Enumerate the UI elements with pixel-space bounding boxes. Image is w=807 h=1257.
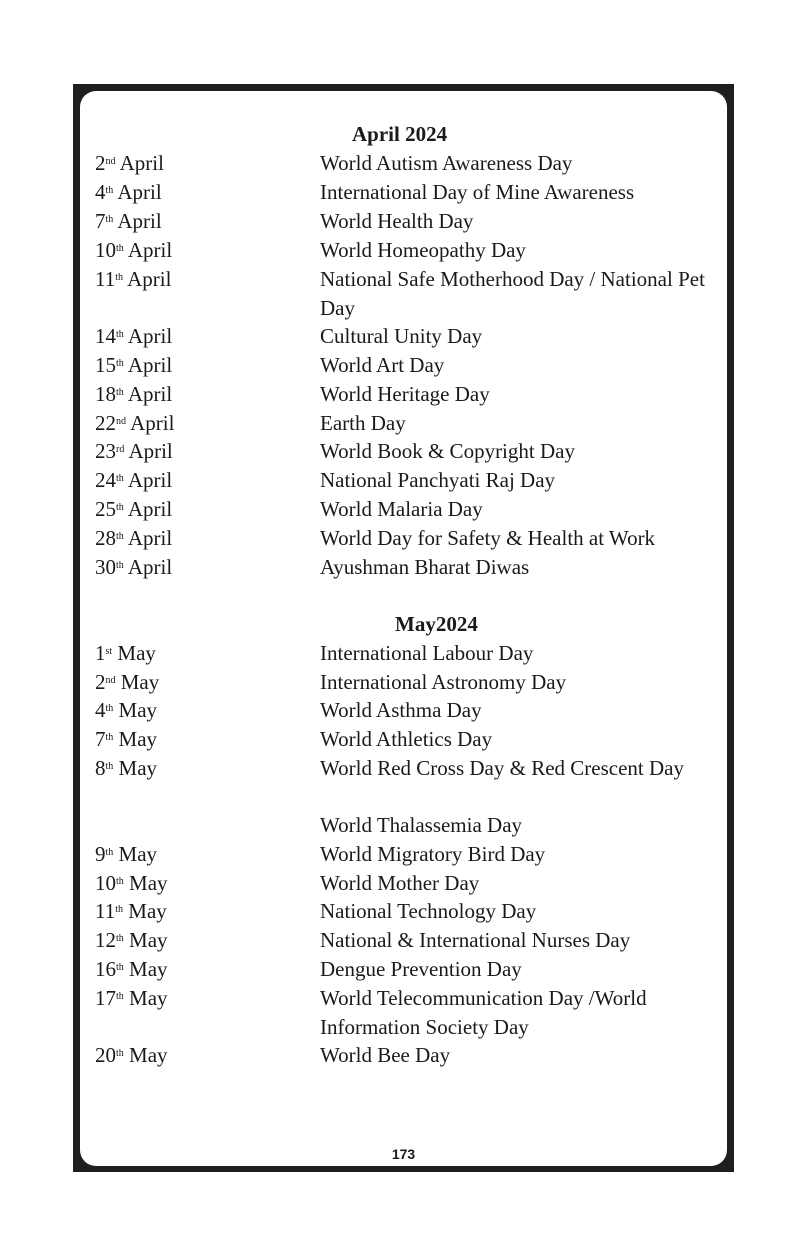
list-item — [95, 869, 715, 898]
list-item — [95, 754, 715, 812]
event-name: Cultural Unity Day — [320, 324, 483, 348]
list-item — [95, 466, 715, 495]
event-name: International Astronomy Day — [320, 670, 567, 694]
event-date: 12th May — [95, 928, 168, 952]
event-name: World Art Day — [320, 353, 445, 377]
page-number: 173 — [391, 1146, 416, 1162]
list-item — [95, 178, 715, 207]
event-name: World Autism Awareness Day — [320, 151, 573, 175]
list-item — [95, 811, 715, 840]
event-date: 1st May — [95, 641, 156, 665]
section-heading-april: April 2024 — [352, 122, 448, 146]
event-name: Dengue Prevention Day — [320, 957, 522, 981]
event-name: National Technology Day — [320, 899, 537, 923]
list-item — [95, 265, 715, 323]
event-name: Earth Day — [320, 411, 406, 435]
event-name: International Labour Day — [320, 641, 534, 665]
event-name: International Day of Mine Awareness — [320, 180, 635, 204]
event-date: 8th May — [95, 756, 158, 780]
list-item — [95, 236, 715, 265]
event-date: 11th April — [95, 267, 172, 291]
event-date: 4th May — [95, 698, 158, 722]
event-name: World Bee Day — [320, 1043, 451, 1067]
event-name: National Panchyati Raj Day — [320, 468, 556, 492]
event-date: 25th April — [95, 497, 173, 521]
event-name: World Migratory Bird Day — [320, 842, 546, 866]
list-item — [95, 322, 715, 351]
event-name: World Athletics Day — [320, 727, 493, 751]
event-name: World Heritage Day — [320, 382, 490, 406]
event-date: 17th May — [95, 986, 168, 1010]
event-name: World Asthma Day — [320, 698, 482, 722]
list-item — [95, 553, 715, 582]
event-date: 2nd April — [95, 151, 164, 175]
list-item — [95, 696, 715, 725]
event-name: Ayushman Bharat Diwas — [320, 555, 530, 579]
list-item — [95, 897, 715, 926]
event-name: World Red Cross Day & Red Crescent Day — [320, 756, 684, 780]
list-item — [95, 955, 715, 984]
list-item — [95, 495, 715, 524]
event-name: National & International Nurses Day — [320, 928, 631, 952]
event-name: World Telecommunication Day /World Information Society Day — [320, 986, 647, 1039]
event-name: National Safe Motherhood Day / National Pet Day — [320, 267, 705, 320]
event-date: 9th May — [95, 842, 158, 866]
section-heading-may: May2024 — [395, 612, 478, 636]
list-item — [95, 926, 715, 955]
event-name: World Homeopathy Day — [320, 238, 526, 262]
event-date: 2nd May — [95, 670, 160, 694]
event-date: 11th May — [95, 899, 167, 923]
event-name: World Day for Safety & Health at Work — [320, 526, 656, 550]
event-date: 16th May — [95, 957, 168, 981]
list-item — [95, 1041, 715, 1070]
event-name: World Health Day — [320, 209, 474, 233]
list-item — [95, 409, 715, 438]
list-item — [95, 380, 715, 409]
event-date: 24th April — [95, 468, 173, 492]
event-date: 10th May — [95, 871, 168, 895]
event-date: 10th April — [95, 238, 173, 262]
event-date: 28th April — [95, 526, 173, 550]
list-item — [95, 351, 715, 380]
event-date: 22nd April — [95, 411, 175, 435]
list-item — [95, 840, 715, 869]
event-name: World Book & Copyright Day — [320, 439, 575, 463]
list-item — [95, 524, 715, 553]
list-item — [95, 668, 715, 697]
event-date: 18th April — [95, 382, 173, 406]
event-name: World Mother Day — [320, 871, 480, 895]
event-date: 7th May — [95, 727, 158, 751]
event-date: 20th May — [95, 1043, 168, 1067]
list-item — [95, 639, 715, 668]
event-name: World Malaria Day — [320, 497, 483, 521]
list-item — [95, 149, 715, 178]
event-date: 14th April — [95, 324, 173, 348]
event-date: 15th April — [95, 353, 173, 377]
event-date: 7th April — [95, 209, 162, 233]
list-item — [95, 984, 715, 1042]
list-item — [95, 207, 715, 236]
event-name: World Thalassemia Day — [320, 813, 523, 837]
event-date: 4th April — [95, 180, 162, 204]
list-item — [95, 725, 715, 754]
list-item — [95, 437, 715, 466]
event-date: 23rd April — [95, 439, 173, 463]
event-date: 30th April — [95, 555, 173, 579]
